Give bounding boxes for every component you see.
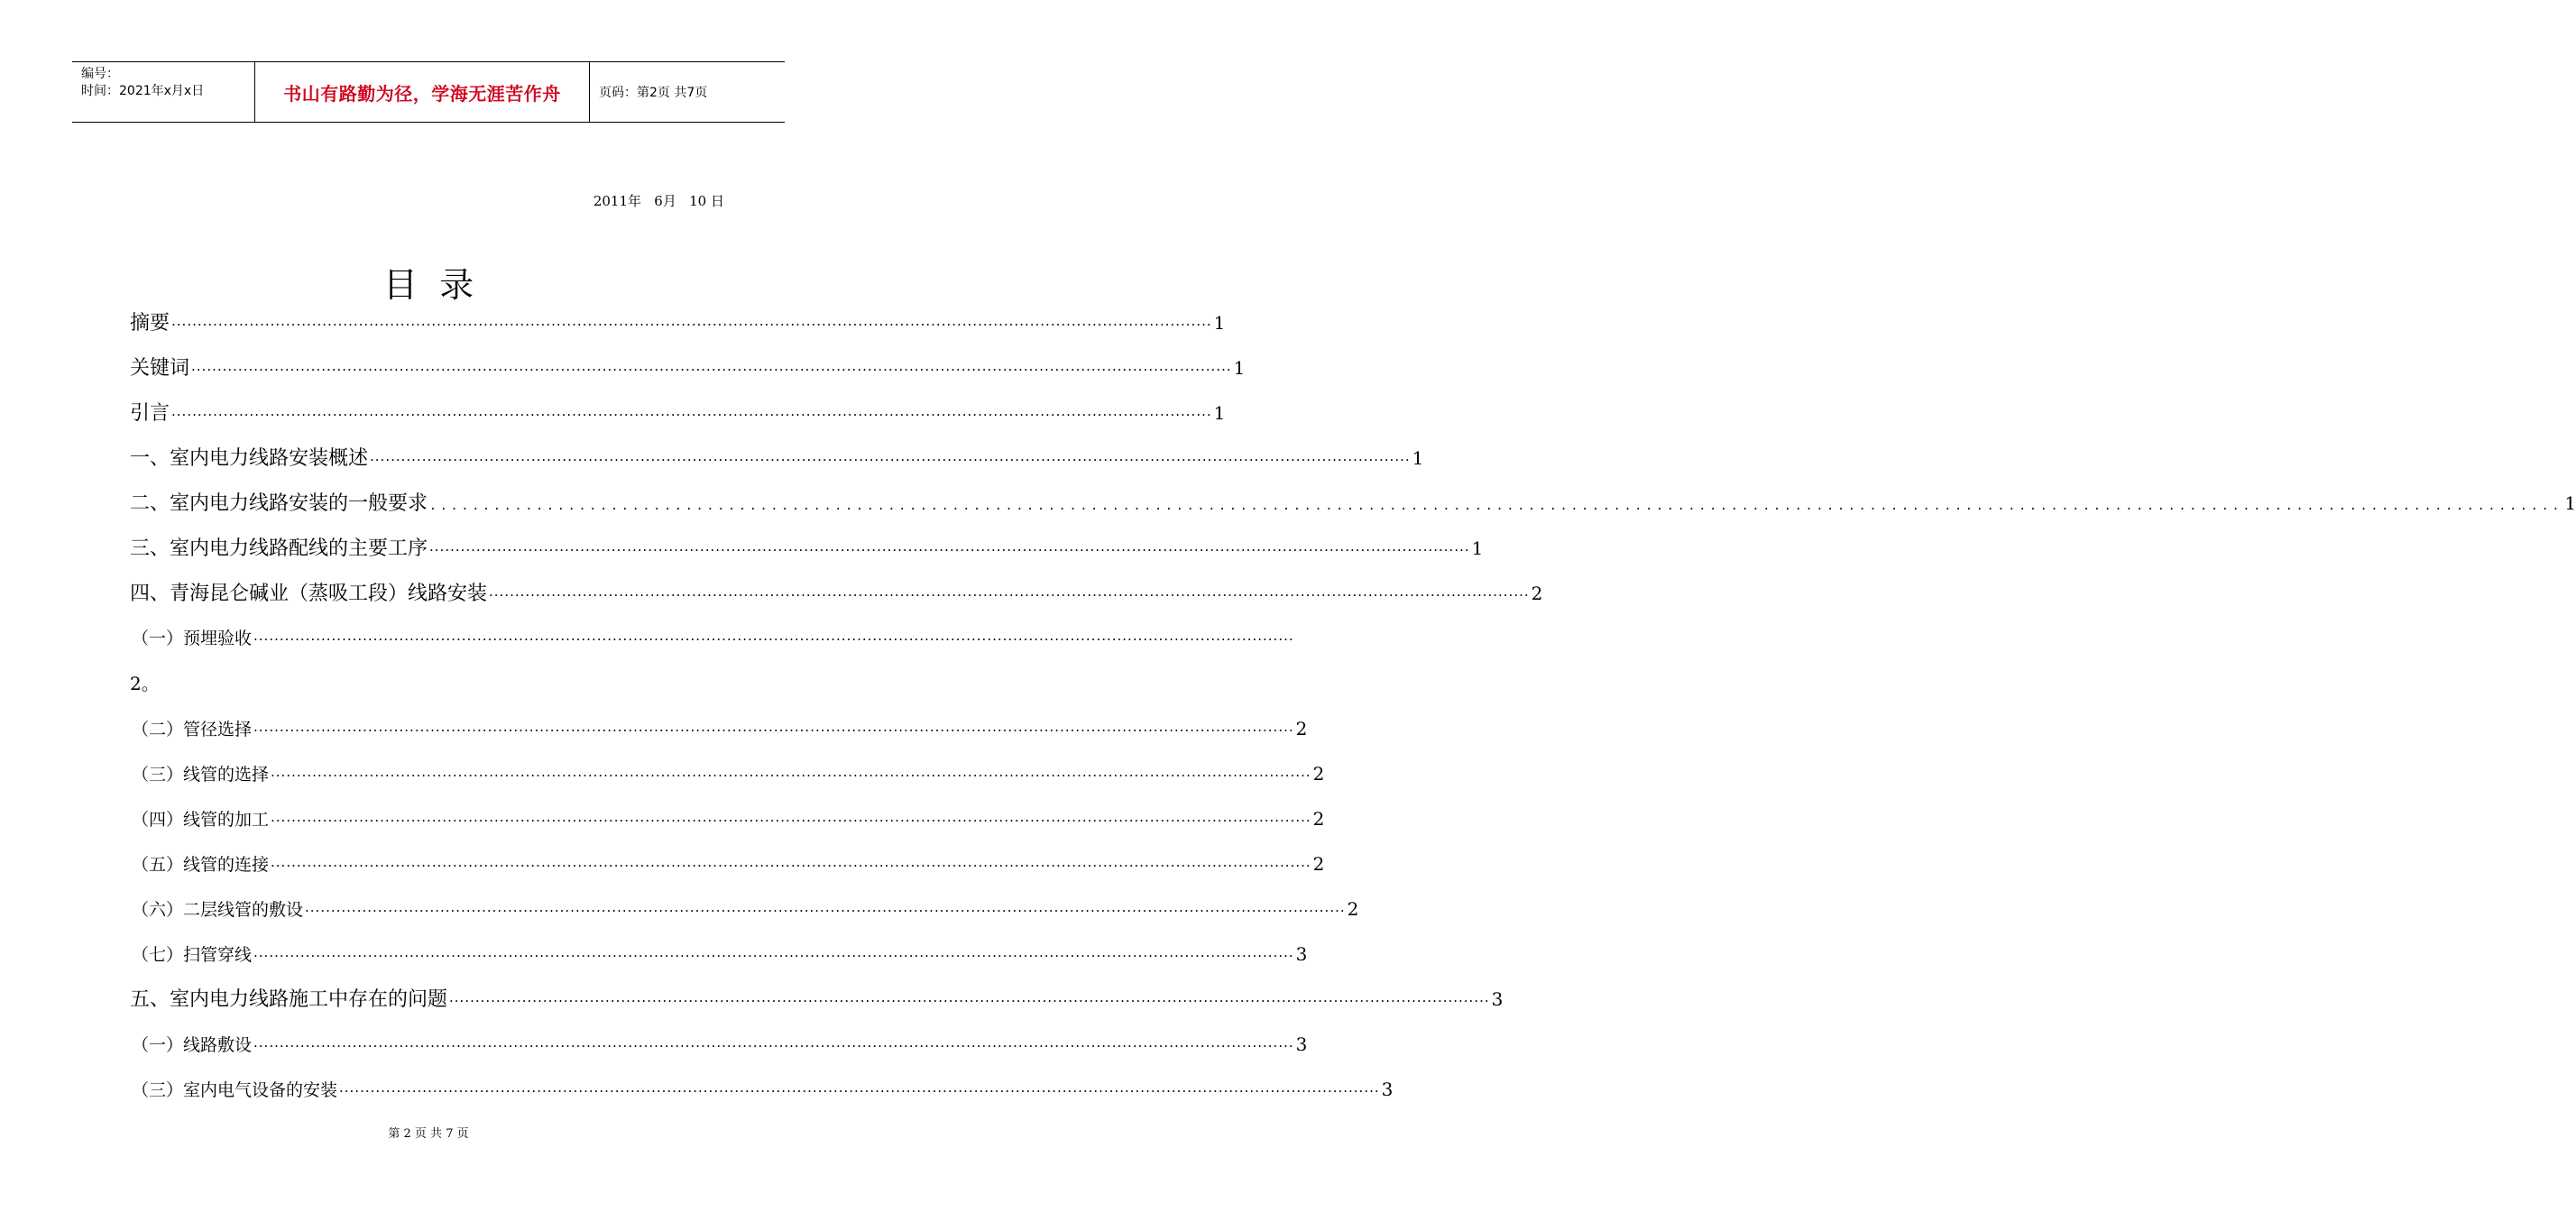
toc-entry-label: 关键词: [130, 357, 190, 380]
toc-entry-page: 3: [1295, 943, 1308, 965]
toc-entry[interactable]: [130, 487, 2576, 532]
toc-entry-label: （四）线管的加工: [132, 810, 270, 830]
toc-entry-label: （一）线路敷设: [132, 1035, 253, 1055]
toc-leader: ········································································································································································································: [253, 722, 1294, 739]
header-meta: [72, 62, 254, 122]
toc-entry-page: 1: [1213, 312, 1226, 334]
toc-entry-page: 1: [2564, 492, 2576, 514]
header-page-info: 页码：第2页 共7页: [599, 86, 708, 100]
toc-entry-page: 1: [1471, 537, 1484, 559]
toc-entry[interactable]: [130, 1028, 1308, 1073]
toc-leader: ········································································································································································································: [429, 542, 1470, 558]
toc-entry-page: 3: [1491, 988, 1504, 1010]
toc-entry[interactable]: [130, 983, 1504, 1028]
toc-title: 目 录: [382, 265, 474, 305]
toc-entry-page: 2: [1312, 763, 1325, 785]
toc-entry-label: 四、青海昆仑碱业（蒸吸工段）线路安装: [130, 583, 488, 605]
toc-entry-label: （二）管径选择: [132, 720, 253, 739]
toc-leader: ········································································································································································································: [171, 317, 1212, 333]
toc-entry[interactable]: [130, 397, 1226, 442]
toc-entry-label: （五）线管的连接: [132, 855, 270, 875]
toc-entry-page: 3: [1295, 1033, 1308, 1055]
toc-entry[interactable]: [130, 848, 1325, 893]
toc-entry[interactable]: [130, 532, 1484, 577]
toc-leader: ········································································································································································································: [271, 767, 1311, 784]
toc-leader: ········································································································································································································: [271, 813, 1311, 829]
toc-entry-label: 一、室内电力线路安装概述: [130, 447, 369, 470]
toc-leader: ········································································································································································································: [253, 1038, 1294, 1054]
toc-entry[interactable]: [130, 938, 1308, 983]
toc-leader: ········································································································································································································: [271, 858, 1311, 874]
toc-entry-label: （三）室内电气设备的安装: [132, 1080, 338, 1100]
toc-entry-label: 二、室内电力线路安装的一般要求: [130, 492, 428, 515]
toc-leader: ········································································································································································································: [370, 452, 1411, 468]
toc-leader: ········································································································································································································: [171, 407, 1212, 423]
header-motto: 书山有路勤为径，学海无涯苦作舟: [254, 62, 590, 122]
document-time-label: 时间：2021年x月x日: [81, 84, 205, 98]
toc-entry-label: 五、室内电力线路施工中存在的问题: [130, 988, 448, 1011]
toc-entry-page: 2: [1347, 898, 1359, 920]
page-footer: 第 2 页 共 7 页: [388, 1127, 469, 1141]
toc-entry-page: 2: [1295, 718, 1308, 739]
toc-entry-page: 2: [1531, 583, 1543, 604]
toc-entry[interactable]: [130, 622, 1294, 667]
toc-entry-label: （七）扫管穿线: [132, 945, 253, 965]
toc-entry-page: 1: [1233, 357, 1246, 379]
toc-entry-page: 2: [1312, 853, 1325, 875]
toc-leader: ········································································································································································································: [191, 362, 1232, 378]
document-number-label: 编号：: [81, 67, 119, 81]
toc-entry-label: （三）线管的选择: [132, 765, 270, 785]
toc-leader: ········································································································································································································: [305, 903, 1346, 919]
toc-entry-page: 1: [1213, 402, 1226, 424]
toc-leader: ········································································································································································································: [489, 587, 1530, 603]
toc-leader: ········································································································································································································: [253, 948, 1294, 964]
toc-entry[interactable]: [130, 577, 1543, 622]
toc-entry[interactable]: [130, 307, 1226, 352]
toc-entry[interactable]: [130, 803, 1325, 848]
toc-leader: ········································································································································································································: [339, 1083, 1380, 1099]
toc-entry[interactable]: [130, 352, 1246, 397]
toc-entry[interactable]: [130, 758, 1325, 803]
toc-entry-label: 引言: [130, 402, 170, 425]
toc-entry-label: （一）预埋验收: [132, 629, 253, 648]
toc-entry[interactable]: [130, 442, 1424, 487]
toc-leader: ········································································································································································································: [449, 993, 1490, 1009]
toc-entry[interactable]: [130, 712, 1308, 758]
header-table: [72, 61, 785, 123]
toc-leader: ........................................................................................................................................................................................................: [429, 500, 2563, 513]
toc-entry-page: 2: [1312, 808, 1325, 830]
toc-entry-label: （六）二层线管的敷设: [132, 900, 304, 920]
toc-entry[interactable]: [130, 1073, 1394, 1118]
toc-entry[interactable]: [130, 893, 1359, 938]
table-of-contents: [130, 307, 2576, 1118]
toc-leader: ········································································································································································································: [253, 631, 1294, 647]
toc-entry-page: 3: [1381, 1079, 1394, 1100]
toc-entry-page: 1: [1412, 447, 1424, 469]
document-date: 2011年 6月 10 日: [593, 193, 724, 209]
toc-entry-label: 三、室内电力线路配线的主要工序: [130, 537, 428, 560]
toc-entry-label: 摘要: [130, 312, 170, 335]
toc-continuation: 2。: [130, 673, 160, 694]
